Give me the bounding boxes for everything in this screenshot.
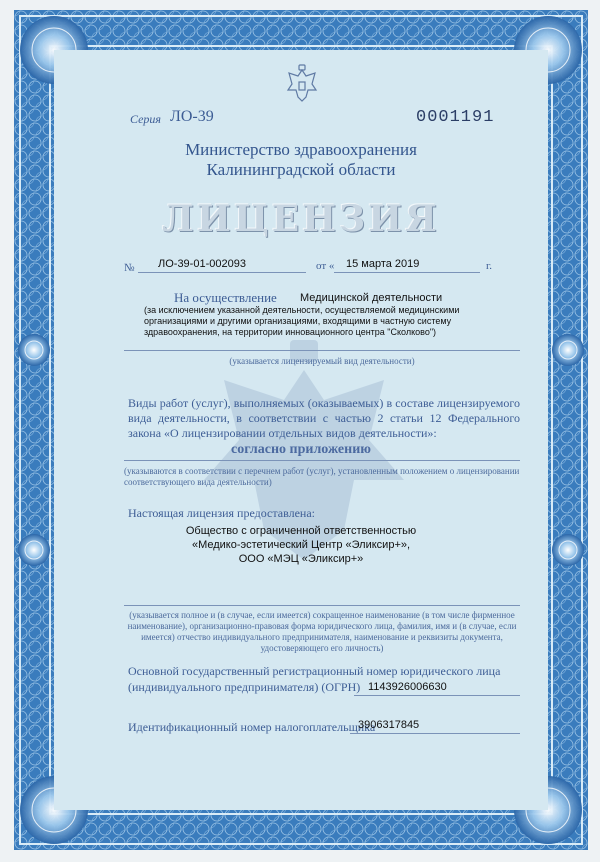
works-caption: (указываются в соответствии с перечнем работ (услуг), установленным положением о лицензировании соответствующего вида деятельности) bbox=[124, 466, 520, 487]
activity-label: На осуществление bbox=[174, 290, 277, 305]
works-description: Виды работ (услуг), выполняемых (оказываемых) в составе лицензируемого вида деятельности, в соответствии с частью 2 статьи 12 Федерального закона «О лицензировании отдельных видов деятельности»: bbox=[128, 396, 520, 440]
license-body bbox=[54, 50, 548, 810]
inn-value: 3906317845 bbox=[358, 719, 420, 731]
license-sheet bbox=[14, 10, 588, 850]
series-label: Серия bbox=[130, 112, 161, 126]
issuer-line-2: Калининградской области bbox=[206, 160, 396, 179]
activity-details: (за исключением указанной деятельности, осуществляемой медицинскими организациями и другими организациями, входящими в частную систему здравоохранения, на территории инновационного центра "Сколково") bbox=[144, 305, 460, 337]
document-title: ЛИЦЕНЗИЯ bbox=[162, 198, 440, 240]
license-date: 15 марта 2019 bbox=[346, 258, 420, 270]
licensee-line-1: Общество с ограниченной ответственностью bbox=[185, 525, 417, 537]
licensee-label: Настоящая лицензия предоставлена: bbox=[128, 506, 315, 520]
licensee-caption: (указывается полное и (в случае, если имеется) сокращенное наименование (в том числе фирменное наименование), организационно-правовая форма юридического лица, фамилия, имя и (в случае, если имеется) отчество индивидуального предпринимателя, наименование и реквизиты документа, удостоверяющего его личность) bbox=[127, 610, 517, 653]
works-value: согласно приложению bbox=[231, 442, 371, 457]
license-number: ЛО-39-01-002093 bbox=[158, 258, 246, 270]
ogrn-label-line-2: (индивидуального предпринимателя) (ОГРН) bbox=[128, 680, 361, 694]
licensee-line-2: «Медико-эстетический Центр «Эликсир+», bbox=[191, 539, 411, 551]
ogrn-label-line-1: Основной государственный регистрационный номер юридического лица bbox=[128, 664, 501, 678]
activity-value: Медицинской деятельности bbox=[300, 292, 443, 304]
licensee-line-3: ООО «МЭЦ «Эликсир+» bbox=[238, 553, 364, 565]
blank-number: 0001191 bbox=[416, 108, 495, 127]
series-value: ЛО-39 bbox=[170, 108, 214, 125]
activity-caption: (указывается лицензируемый вид деятельности) bbox=[229, 356, 415, 366]
ogrn-value: 1143926006630 bbox=[368, 681, 447, 693]
date-prefix: от « bbox=[316, 260, 335, 272]
number-label: № bbox=[124, 262, 135, 274]
issuer-line-1: Министерство здравоохранения bbox=[185, 140, 417, 159]
date-suffix: г. bbox=[486, 260, 493, 272]
inn-label: Идентификационный номер налогоплательщика bbox=[128, 720, 376, 734]
coat-of-arms-icon bbox=[286, 64, 318, 104]
